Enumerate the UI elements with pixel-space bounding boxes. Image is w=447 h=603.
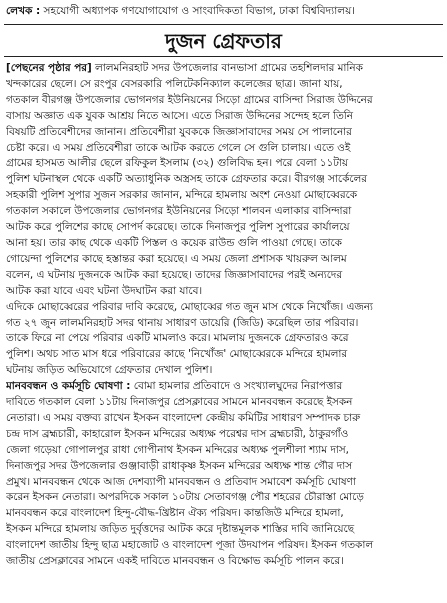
article-line: এদিকে মোছাব্বেরের পরিবার দাবি করেছে, মোছাব্বের গত জুন মাস থেকে নিখোঁজ। এজন্য (6, 300, 373, 313)
article-line: গ্রামের হাসমত আলীর ছেলে রফিকুল ইসলাম (৩২) গুলিবিদ্ধ হন। পরে বেলা ১১টায় (6, 157, 349, 170)
article-line: সহকারী পুলিশ সুপার সুজন সরকার জানান, মন্দিরে হামলায় অংশ নেওয়া মোছাব্বেরকে (6, 189, 358, 202)
article-line: জেলা গড়েয়া গোপালপুর রাধা গোপীনাথ ইসকন মন্দিরের অধ্যক্ষ পুলশীলা শ্যাম দাস, (6, 443, 349, 456)
article-line: বাসায় অজ্ঞাত এক যুবক আশ্রয় নিতে আসে। এতে সিরাজ উদ্দিনের সন্দেহ হলে তিনি (6, 109, 353, 122)
article-line: করেন ইসকন নেতারা। অপরদিকে সকাল ১০টায় সেতাবগঞ্জ পৌর শহরের চৌরাস্তা মোড়ে (6, 491, 364, 504)
continued-from-back-page-label: [পেছনের পৃষ্ঠার পর] (6, 62, 92, 74)
article-line: প্রমুখ। মানববন্ধন থেকে আজ দেশব্যাপী মানববন্ধন ও প্রতিবাদ সমাবেশ কর্মসূচি ঘোষণা (6, 475, 356, 488)
paragraph-human-chain (6, 379, 444, 570)
author-affiliation: সহযোগী অধ্যাপক গণযোগাযোগ ও সাংবাদিকতা বিভাগ, ঢাকা বিশ্ববিদ্যালয়। (40, 5, 356, 17)
headline-divider (4, 56, 443, 57)
article-line: পুলিশ। অথচ সাত মাস ধরে পরিবারের কাছে 'নিখোঁজ' মোছাব্বেরকে মন্দিরে হামলার (6, 348, 348, 361)
article-line: গত ২৭ জুন লালমনিরহাট সদর থানায় সাধারণ ডায়েরি (জিডি) করেছিল তার পরিবার। (6, 316, 359, 329)
article-line: জাতীয় প্রেসক্লাবের সামনে একই দাবিতে মানববন্ধন ও বিক্ষোভ কর্মসূচি পালন করে। (6, 555, 344, 568)
article-line: পুলিশ ঘটনাস্থল থেকে একটি অত্যাধুনিক অস্ত্রসহ তাকে গ্রেফতার করে। বীরগঞ্জ সার্কেলের (6, 173, 367, 186)
article-line: খন্দকারের ছেলে। সে রংপুর বেসরকারি পলিটেকনিক্যাল কলেজের ছাত্র। জানা যায়, (6, 77, 343, 90)
paragraph-arrest-report (6, 61, 444, 300)
article-line: আটক করে পুলিশের কাছে সোপর্দ করেছে। তাকে দিনাজপুর পুলিশ সুপারের কার্যালয়ে (6, 221, 350, 234)
subheading: মানববন্ধন ও কর্মসূচি ঘোষণা : (6, 380, 131, 393)
paragraph-family-claim (6, 300, 444, 380)
article-line: চন্দ্র দাস ব্রহ্মচারী, কাহারোল ইসকন মন্দিরের অধ্যক্ষ পরেশ্বর দাস ব্রহ্মচারী, ঠাকুরগাঁও (6, 427, 349, 440)
top-divider (4, 24, 443, 25)
article-line: ঘটনায় জড়িত অভিযোগে গ্রেফতার দেখাল পুলিশ। (6, 364, 213, 377)
article-line: আনা হয়। তার কাছ থেকে একটি পিস্তল ও কয়েক রাউন্ড গুলি পাওয়া গেছে। তাকে (6, 236, 342, 249)
author-byline (6, 4, 442, 19)
article-line: বলেন, এ ঘটনায় দুজনকে আটক করা হয়েছে। তাদের জিজ্ঞাসাবাদের পরই অন্যদের (6, 268, 343, 281)
author-label: লেখক : (6, 5, 41, 17)
article-line: আটক করা যাবে এবং ঘটনা উদঘাটন করা যাবে। (6, 284, 203, 297)
article-body (6, 61, 444, 570)
article-line: গোয়েন্দা পুলিশের কাছে হস্তান্তর করা হয়েছে। এ সময় জেলা প্রশাসক খায়রুল আলম (6, 252, 347, 265)
article-line: তাকে ফিরে না পেয়ে পরিবার একটি মামলাও করে। মামলায় দুজনকে গ্রেফতারও করে (6, 332, 349, 345)
article-line: গতকাল বীরগঞ্জ উপজেলার ভোগনগর ইউনিয়নের সিড়ো গ্রামের বাসিন্দা সিরাজ উদ্দিনের (6, 93, 373, 106)
article-line: গতকাল সকালে উপজেলার ভোগনগর ইউনিয়নের সিড়ো শালবন এলাকার বাসিন্দারা (6, 205, 352, 218)
article-line (6, 61, 444, 77)
article-line: বাংলাদেশ জাতীয় হিন্দু ছাত্র মহাজোট ও বাংলাদেশ পূজা উদযাপন পরিষদ। ইসকন গতকাল (6, 539, 374, 552)
article-line: দাবিতে গতকাল বেলা ১১টায় দিনাজপুর প্রেসক্লাবের সামনে মানববন্ধন করেছে ইসকন (6, 396, 353, 409)
article-line: চেষ্টা করে। এ সময় প্রতিবেশীরা তাকে আটক করতে গেলে সে গুলি চালায়। এতে ওই (6, 141, 351, 154)
paragraph-text: লালমনিরহাট সদর উপজেলার বানভাসা গ্রামের তহশিলদার মানিক (91, 62, 363, 74)
article-line: বিষয়টি প্রতিবেশীদের জানান। প্রতিবেশীরা যুবককে জিজ্ঞাসাবাদের সময় সে পালানোর (6, 125, 352, 138)
paragraph-text: বোমা হামলার প্রতিবাদে ও সংখ্যালঘুদের নিরাপত্তার (130, 380, 343, 393)
article-line: দিনাজপুর সদর উপজেলার গুঞ্জাবাড়ী রাধাকৃষ্ণ ইসকন মন্দিরের অধ্যক্ষ শান্ত গৌর দাস (6, 459, 353, 472)
article-line (6, 379, 444, 395)
article-line: ইসকন মন্দিরে হামলায় জড়িত দুর্বৃত্তদের আটক করে দৃষ্টান্তমূলক শাস্তির দাবি জানিয়েছে (6, 523, 355, 536)
article-line: মানববন্ধন করে বাংলাদেশ হিন্দু-বৌদ্ধ-খ্রিষ্টান ঐক্য পরিষদ। কান্তজিউ মন্দিরে হামলা, (6, 507, 344, 520)
article-headline: দুজন গ্রেফতার (165, 29, 282, 53)
article-line: নেতারা। এ সময় বক্তব্য রাখেন ইসকন বাংলাদেশ কেন্দ্রীয় কমিটির সাধারণ সম্পাদক চারু (6, 411, 361, 424)
